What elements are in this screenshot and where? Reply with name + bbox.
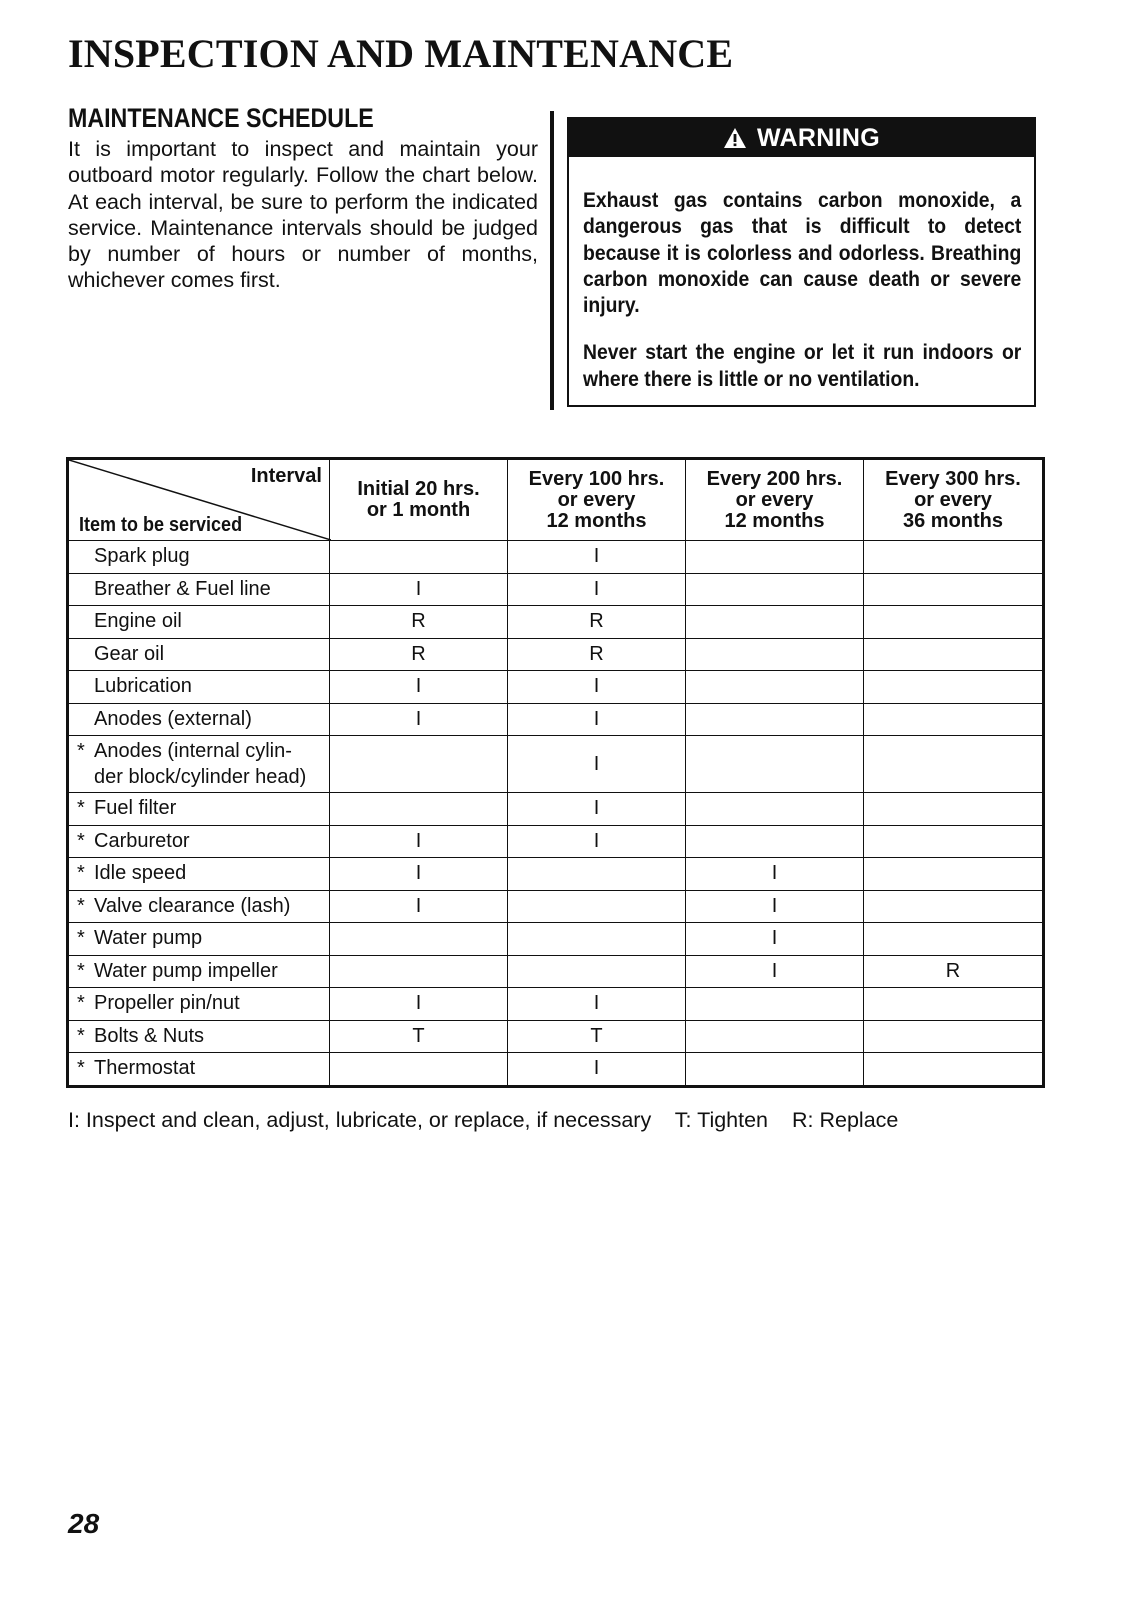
- interval-cell: [864, 541, 1044, 574]
- item-name: Water pump: [94, 927, 203, 950]
- warning-paragraph-co: Exhaust gas contains carbon monoxide, a dangerous gas that is difficult to detect because it is colorless and odorless. Breathing carbon monoxide can cause death or severe injury.: [583, 188, 1022, 318]
- warning-header: [569, 119, 1034, 157]
- table-row: [68, 988, 1044, 1021]
- interval-cell: R: [864, 955, 1044, 988]
- interval-cell: [330, 736, 508, 793]
- table-row: [68, 1053, 1044, 1087]
- table-row: [68, 923, 1044, 956]
- dealer-service-marker: *: [77, 740, 85, 762]
- interval-cell: [864, 890, 1044, 923]
- dealer-service-marker: *: [77, 894, 85, 917]
- item-cell: [68, 1053, 330, 1087]
- interval-cell: [686, 638, 864, 671]
- interval-cell: [864, 858, 1044, 891]
- column-header-line: Every 200 hrs.: [706, 467, 843, 490]
- interval-cell: [330, 793, 508, 826]
- legend-tighten: T: Tighten: [674, 1108, 769, 1132]
- table-row: [68, 890, 1044, 923]
- corner-header-cell: [68, 459, 330, 541]
- interval-cell: [686, 671, 864, 704]
- item-name-line: der block/cylinder head): [94, 766, 307, 788]
- item-cell: [68, 988, 330, 1021]
- interval-cell: [686, 988, 864, 1021]
- warning-label: WARNING: [757, 123, 880, 152]
- item-name: Anodes (external): [94, 707, 252, 730]
- table-row: [68, 858, 1044, 891]
- item-name-line: Anodes (internal cylin-: [94, 740, 292, 762]
- interval-cell: I: [508, 736, 686, 793]
- table-row: [68, 638, 1044, 671]
- interval-cell: I: [508, 825, 686, 858]
- warning-triangle-icon: [723, 127, 747, 149]
- item-cell: [68, 671, 330, 704]
- dealer-service-marker: *: [77, 1057, 85, 1080]
- table-row: [68, 1020, 1044, 1053]
- column-header-every-200: [686, 459, 864, 541]
- interval-cell: [330, 955, 508, 988]
- interval-cell: [686, 736, 864, 793]
- item-cell: [68, 541, 330, 574]
- column-header-line: 36 months: [902, 509, 1004, 532]
- interval-cell: [864, 1020, 1044, 1053]
- interval-cell: R: [508, 638, 686, 671]
- interval-cell: [508, 955, 686, 988]
- column-header-line: or every: [557, 488, 636, 511]
- item-cell: [68, 573, 330, 606]
- interval-cell: [330, 1053, 508, 1087]
- warning-paragraph-ventilation: Never start the engine or let it run indoors or where there is little or no ventilation.: [583, 340, 1022, 391]
- item-name: Spark plug: [94, 545, 190, 568]
- interval-cell: R: [330, 606, 508, 639]
- item-name: Lubrication: [94, 675, 192, 698]
- item-cell: [68, 1020, 330, 1053]
- column-header-every-300: [864, 459, 1044, 541]
- item-name: Carburetor: [94, 829, 190, 852]
- interval-cell: I: [508, 573, 686, 606]
- column-header-line: Initial 20 hrs.: [357, 478, 480, 500]
- interval-cell: [686, 573, 864, 606]
- interval-cell: [508, 890, 686, 923]
- column-header-line: or every: [914, 488, 992, 511]
- column-header-line: 12 months: [724, 509, 825, 532]
- interval-cell: [686, 606, 864, 639]
- item-to-be-serviced-label: Item to be serviced: [79, 514, 243, 536]
- interval-cell: [330, 923, 508, 956]
- interval-cell: I: [686, 923, 864, 956]
- item-name: Bolts & Nuts: [94, 1024, 205, 1047]
- interval-cell: [864, 573, 1044, 606]
- interval-cell: I: [686, 955, 864, 988]
- item-name: Thermostat: [94, 1057, 196, 1080]
- interval-cell: I: [330, 671, 508, 704]
- interval-cell: T: [330, 1020, 508, 1053]
- interval-cell: I: [508, 671, 686, 704]
- interval-cell: I: [330, 573, 508, 606]
- interval-cell: [686, 825, 864, 858]
- interval-cell: [686, 703, 864, 736]
- item-name: Water pump impeller: [94, 959, 278, 982]
- dealer-service-marker: *: [77, 1024, 85, 1047]
- page-number: 28: [68, 1508, 100, 1539]
- intro-paragraph: It is important to inspect and maintain your outboard motor regularly. Follow the chart below. At each interval, be sure to perform the indicated service. Maintenance intervals should be judged by number of hours or number of months, whichever comes first.: [68, 137, 538, 293]
- item-cell: [68, 638, 330, 671]
- item-name: Gear oil: [94, 642, 165, 665]
- column-header-line: 12 months: [546, 509, 647, 532]
- interval-cell: [686, 793, 864, 826]
- interval-cell: [686, 541, 864, 574]
- interval-cell: I: [508, 1053, 686, 1087]
- interval-cell: [864, 825, 1044, 858]
- table-row: [68, 573, 1044, 606]
- item-cell: [68, 736, 330, 793]
- interval-cell: [864, 1053, 1044, 1087]
- dealer-service-marker: *: [77, 927, 85, 950]
- column-divider: [550, 111, 554, 410]
- interval-cell: [330, 541, 508, 574]
- column-header-line: Every 300 hrs.: [885, 467, 1021, 490]
- table-body: [68, 541, 1044, 1087]
- dealer-service-marker: *: [77, 992, 85, 1015]
- interval-cell: I: [686, 890, 864, 923]
- column-header-line: or 1 month: [366, 499, 471, 521]
- interval-cell: [864, 793, 1044, 826]
- interval-cell: I: [508, 541, 686, 574]
- interval-cell: I: [330, 890, 508, 923]
- interval-cell: I: [330, 988, 508, 1021]
- item-name: Fuel filter: [94, 797, 177, 820]
- item-cell: [68, 793, 330, 826]
- table-row: [68, 825, 1044, 858]
- item-name: Propeller pin/nut: [94, 992, 240, 1015]
- item-name: Valve clearance (lash): [94, 894, 291, 917]
- item-name: [94, 738, 306, 790]
- interval-cell: [864, 703, 1044, 736]
- legend-inspect: I: Inspect and clean, adjust, lubricate, or replace, if necessary: [68, 1108, 652, 1132]
- interval-cell: [508, 858, 686, 891]
- table-row: [68, 793, 1044, 826]
- item-cell: [68, 825, 330, 858]
- table-row: [68, 703, 1044, 736]
- column-header-line: or every: [735, 488, 814, 511]
- table-row: [68, 606, 1044, 639]
- interval-cell: [864, 923, 1044, 956]
- item-cell: [68, 955, 330, 988]
- warning-box: [567, 117, 1036, 407]
- table-row: [68, 955, 1044, 988]
- dealer-service-marker: *: [77, 829, 85, 852]
- item-cell: [68, 606, 330, 639]
- page-title: INSPECTION AND MAINTENANCE: [68, 31, 734, 76]
- column-header-initial-20: [330, 459, 508, 541]
- column-header-every-100: [508, 459, 686, 541]
- table-row: [68, 541, 1044, 574]
- item-name: Idle speed: [94, 862, 187, 885]
- dealer-service-marker: *: [77, 959, 85, 982]
- item-cell: [68, 890, 330, 923]
- table-header-row: [68, 459, 1044, 541]
- interval-cell: [508, 923, 686, 956]
- item-name: Breather & Fuel line: [94, 577, 271, 600]
- interval-cell: [864, 736, 1044, 793]
- dealer-service-marker: *: [77, 797, 85, 820]
- interval-cell: [864, 671, 1044, 704]
- interval-cell: [864, 638, 1044, 671]
- interval-cell: I: [330, 703, 508, 736]
- interval-cell: I: [508, 988, 686, 1021]
- item-name: Engine oil: [94, 610, 182, 633]
- table-row: [68, 671, 1044, 704]
- interval-cell: T: [508, 1020, 686, 1053]
- column-header-line: Every 100 hrs.: [528, 467, 665, 490]
- item-cell: [68, 858, 330, 891]
- interval-cell: I: [330, 825, 508, 858]
- dealer-service-marker: *: [77, 862, 85, 885]
- interval-cell: I: [508, 703, 686, 736]
- maintenance-schedule-table: [66, 457, 1045, 1088]
- item-cell: [68, 703, 330, 736]
- item-cell: [68, 923, 330, 956]
- interval-cell: [686, 1020, 864, 1053]
- legend-replace: R: Replace: [792, 1108, 899, 1132]
- interval-cell: R: [508, 606, 686, 639]
- interval-cell: I: [508, 793, 686, 826]
- interval-cell: [864, 606, 1044, 639]
- interval-label: Interval: [250, 465, 322, 487]
- legend: [68, 1108, 916, 1133]
- warning-body: [569, 157, 1034, 392]
- interval-cell: I: [330, 858, 508, 891]
- table-row: [68, 736, 1044, 793]
- interval-cell: [686, 1053, 864, 1087]
- interval-cell: I: [686, 858, 864, 891]
- interval-cell: [864, 988, 1044, 1021]
- interval-cell: R: [330, 638, 508, 671]
- section-heading: MAINTENANCE SCHEDULE: [68, 103, 374, 133]
